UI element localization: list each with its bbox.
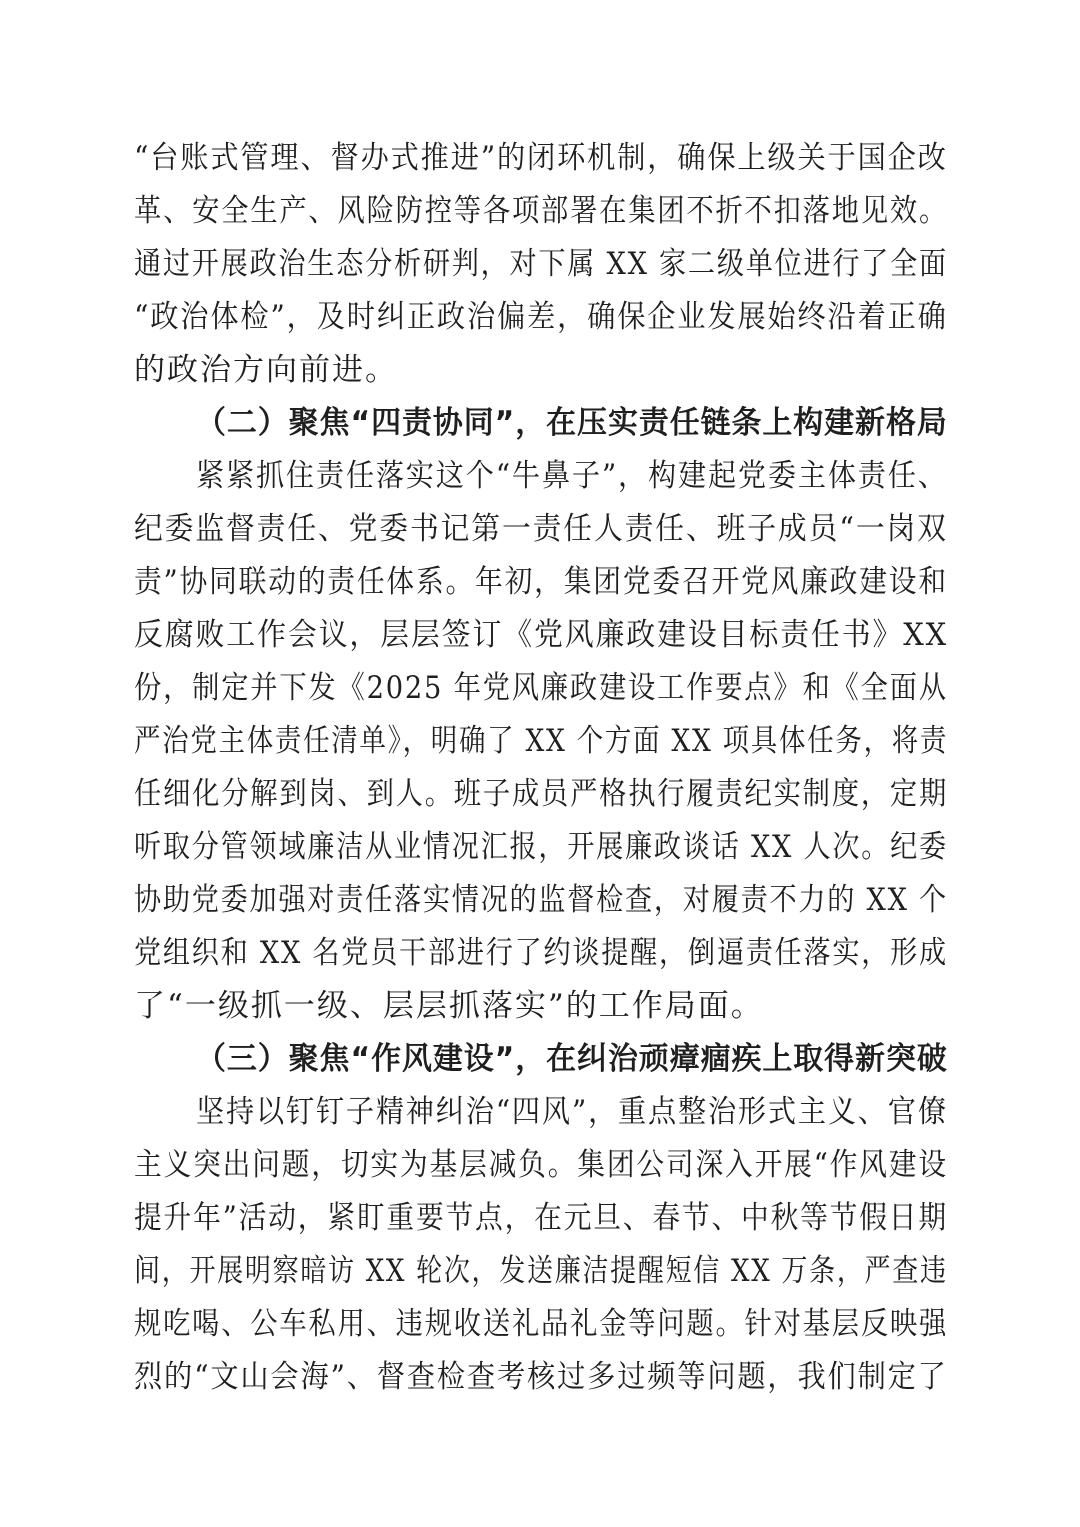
body-text-line: 的政治方向前进。	[134, 352, 398, 388]
section-heading-2: （二）聚焦“四责协同”，在压实责任链条上构建新格局	[196, 405, 948, 441]
body-text-line: 纪委监督责任、党委书记第一责任人责任、班子成员“一岗双	[134, 511, 948, 547]
body-text-line: 通过开展政治生态分析研判，对下属 XX 家二级单位进行了全面	[134, 246, 948, 282]
body-text-line: 协助党委加强对责任落实情况的监督检查，对履责不力的 XX 个	[134, 882, 948, 918]
body-text-line: 规吃喝、公车私用、违规收送礼品礼金等问题。针对基层反映强	[134, 1306, 949, 1342]
section-heading-3: （三）聚焦“作风建设”，在纠治顽瘴痼疾上取得新突破	[196, 1041, 948, 1077]
body-text-line: 听取分管领域廉洁从业情况汇报，开展廉政谈话 XX 人次。纪委	[134, 829, 948, 865]
body-text-line: 反腐败工作会议，层层签订《党风廉政建设目标责任书》XX	[134, 617, 949, 653]
body-text-line: 提升年”活动，紧盯重要节点，在元旦、春节、中秋等节假日期	[134, 1200, 948, 1236]
body-text-line: 党组织和 XX 名党员干部进行了约谈提醒，倒逼责任落实，形成	[134, 935, 948, 971]
body-text-line: “政治体检”，及时纠正政治偏差，确保企业发展始终沿着正确	[134, 299, 948, 335]
body-text-line: 份，制定并下发《2025 年党风廉政建设工作要点》和《全面从	[134, 670, 948, 706]
body-text-line: 烈的“文山会海”、督查检查考核过多过频等问题，我们制定了	[134, 1359, 948, 1395]
body-text-line: 了“一级抓一级、层层抓落实”的工作局面。	[134, 988, 764, 1024]
paragraph-first-line: 坚持以钉钉子精神纠治“四风”，重点整治形式主义、官僚	[196, 1094, 948, 1130]
paragraph-first-line: 紧紧抓住责任落实这个“牛鼻子”，构建起党委主体责任、	[196, 458, 948, 494]
body-text-line: 间，开展明察暗访 XX 轮次，发送廉洁提醒短信 XX 万条，严查违	[134, 1253, 948, 1289]
body-text-line: 严治党主体责任清单》，明确了 XX 个方面 XX 项具体任务，将责	[134, 723, 949, 759]
body-text-line: 任细化分解到岗、到人。班子成员严格执行履责纪实制度，定期	[134, 776, 949, 812]
body-text-line: 革、安全生产、风险防控等各项部署在集团不折不扣落地见效。	[134, 193, 949, 229]
body-text-line: 主义突出问题，切实为基层减负。集团公司深入开展“作风建设	[134, 1147, 948, 1183]
body-text-line: “台账式管理、督办式推进”的闭环机制，确保上级关于国企改	[134, 140, 948, 176]
body-text-line: 责”协同联动的责任体系。年初，集团党委召开党风廉政建设和	[134, 564, 948, 600]
